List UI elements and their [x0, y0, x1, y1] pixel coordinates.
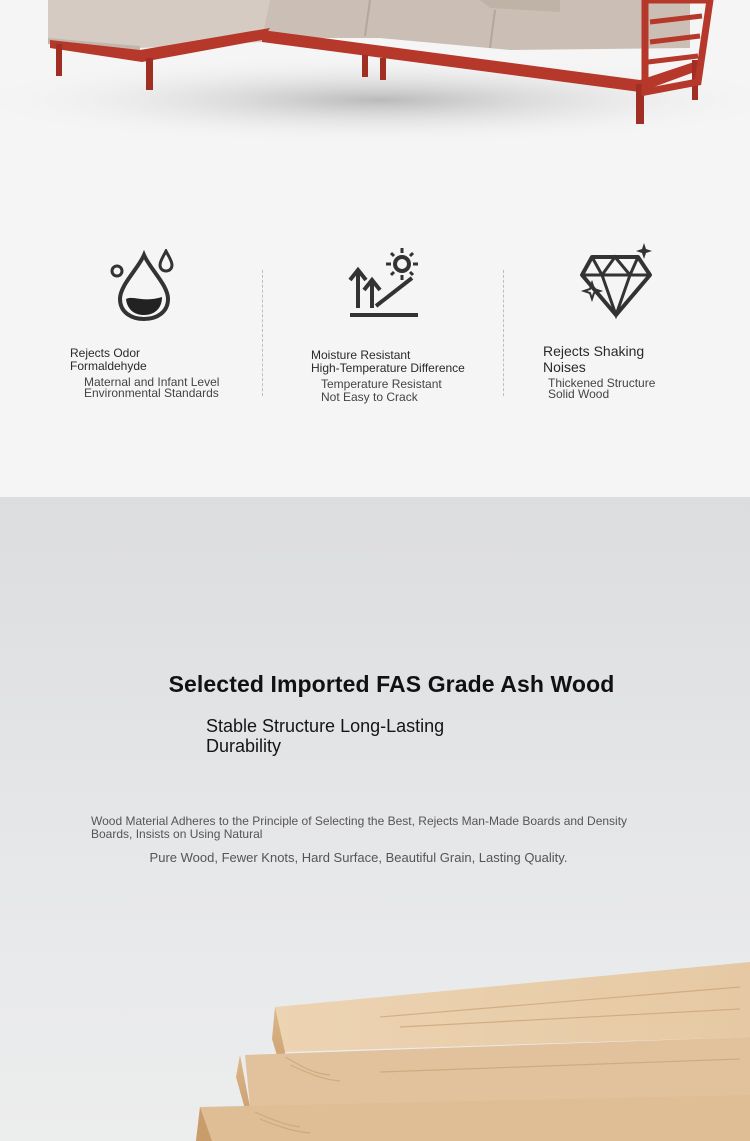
water-drop-icon — [108, 249, 178, 321]
feature-1-sub1: Maternal and Infant Level — [84, 375, 220, 389]
feature-1 — [70, 347, 219, 399]
feature-2-sub2: Not Easy to Crack — [321, 390, 418, 404]
wood-subheading: Stable Structure Long-Lasting Durability — [206, 716, 445, 756]
feature-1-sub2: Environmental Standards — [84, 386, 219, 400]
feature-2-sub1: Temperature Resistant — [321, 377, 442, 391]
sofa-image — [0, 0, 750, 160]
divider — [262, 270, 263, 396]
diamond-icon — [578, 243, 656, 319]
feature-3 — [543, 343, 655, 400]
feature-2-title: Moisture Resistant — [311, 348, 411, 362]
feature-3-sub1: Thickened Structure — [548, 376, 656, 390]
feature-3-title2: Noises — [543, 359, 586, 375]
feature-2 — [311, 349, 465, 404]
feature-3-title: Rejects Shaking — [543, 343, 645, 359]
wood-paragraph-2: Pure Wood, Fewer Knots, Hard Surface, Beautiful Grain, Lasting Quality. — [149, 850, 568, 865]
wood-section — [0, 497, 750, 1141]
divider — [503, 270, 504, 396]
wood-planks-image — [0, 947, 750, 1141]
feature-1-title: Rejects Odor — [70, 346, 141, 360]
feature-section — [0, 0, 750, 497]
feature-1-title2: Formaldehyde — [70, 359, 147, 373]
temperature-arrows-icon — [346, 246, 422, 320]
wood-paragraph-1: Wood Material Adheres to the Principle of Selecting the Best, Rejects Man-Made Boards and Density Boards, Insists on Using Natural — [91, 814, 628, 841]
feature-2-title2: High-Temperature Difference — [311, 361, 465, 375]
wood-heading: Selected Imported FAS Grade Ash Wood — [168, 671, 615, 697]
feature-3-sub2: Solid Wood — [548, 387, 610, 401]
